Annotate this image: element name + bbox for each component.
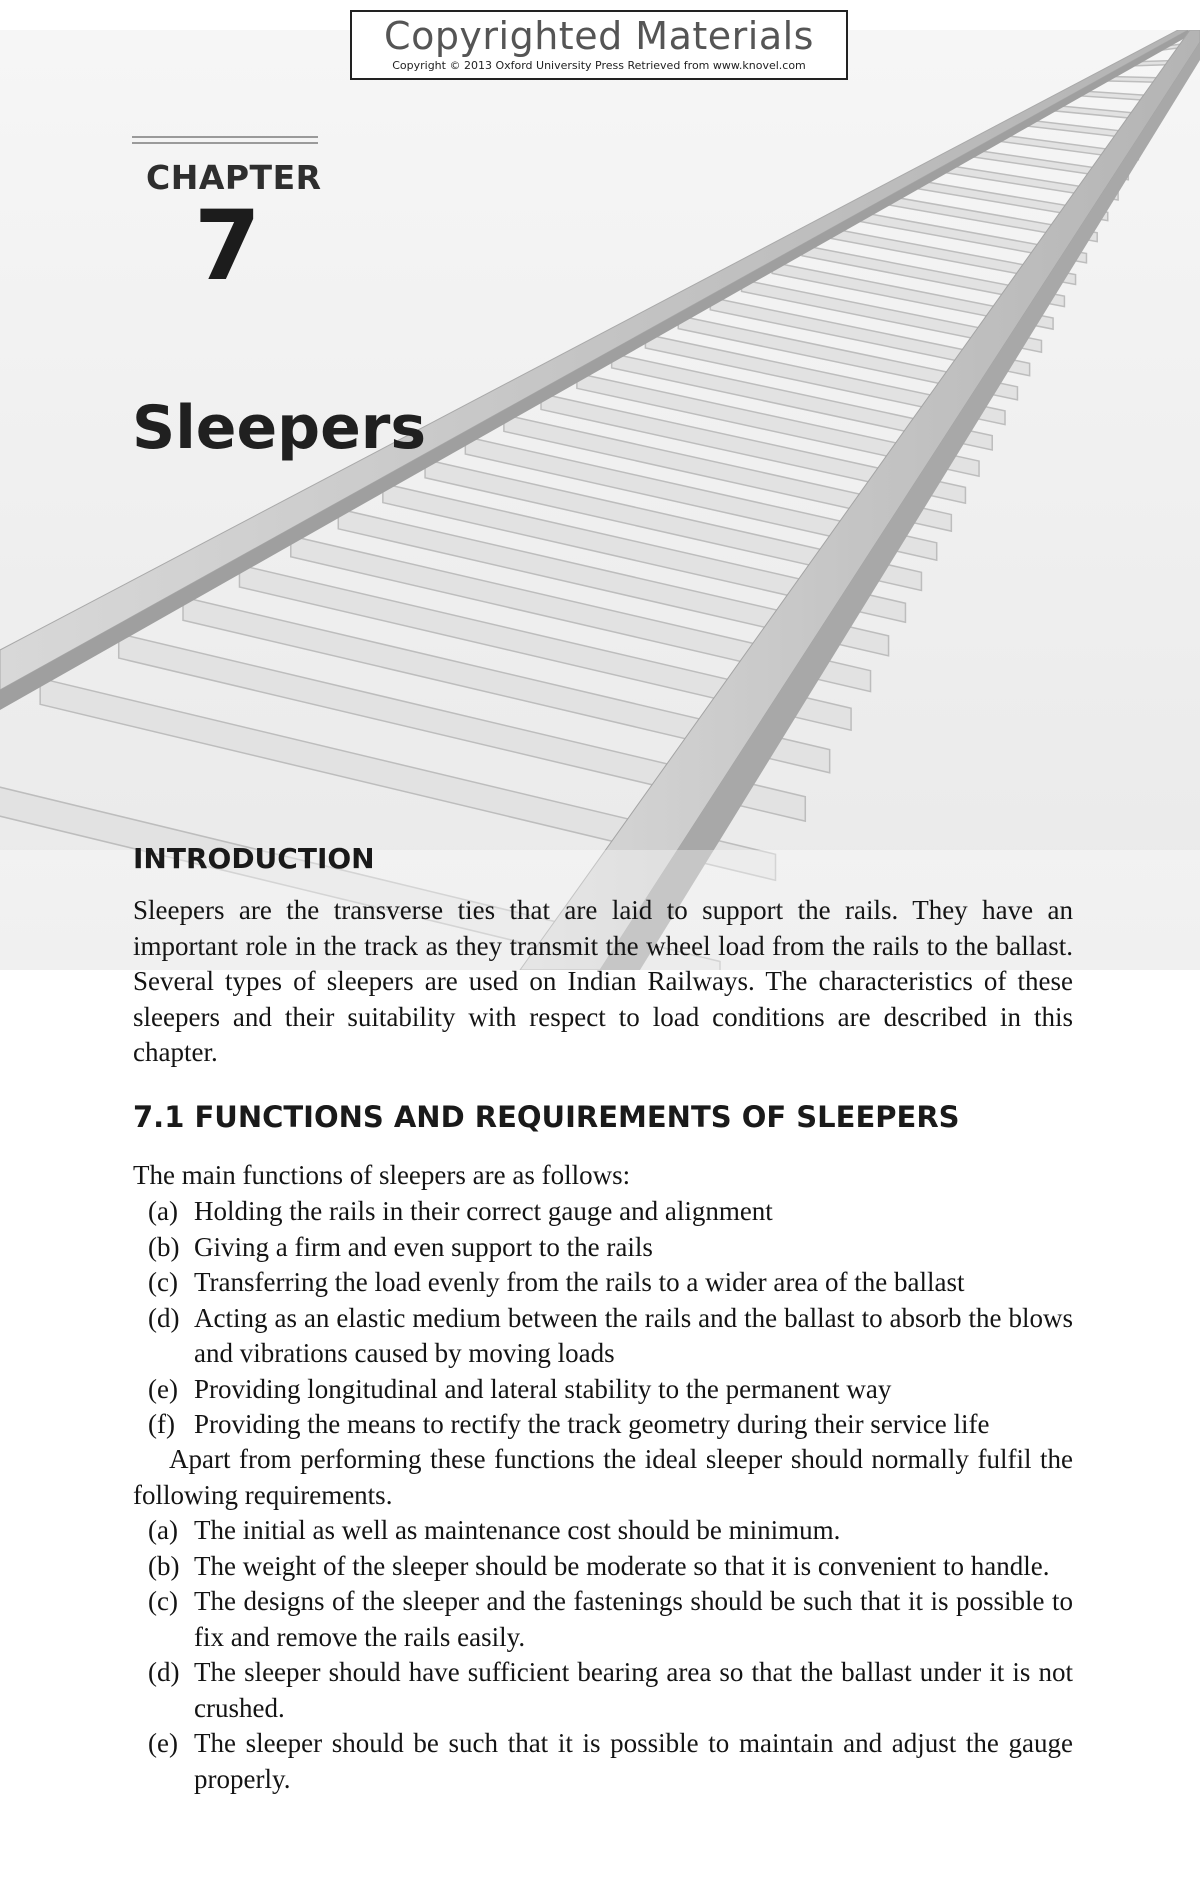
list-item — [148, 1584, 1073, 1655]
introduction-paragraph: Sleepers are the transverse ties that are laid to support the rails. They have an important role in the track as they transmit the wheel load from the rails to the ballast. Several types of sleepers are used on Indian Railways. The characteristics of these sleepers and their suitability with respect to load conditions are described in this chapter. — [133, 895, 1073, 1067]
list-marker: (e) — [148, 1373, 178, 1404]
list-item-text: Providing the means to rectify the track geometry during their service life — [194, 1409, 990, 1439]
chapter-rule-top — [132, 136, 318, 138]
list-item — [148, 1230, 1073, 1266]
list-marker: (f) — [148, 1409, 175, 1439]
copyright-banner — [350, 10, 848, 80]
copyright-notice: Copyright © 2013 Oxford University Press Retrieved from www.knovel.com — [392, 59, 806, 72]
list-item-text: The sleeper should be such that it is possible to maintain and adjust the gauge properly. — [194, 1728, 1073, 1794]
list-marker: (d) — [148, 1657, 180, 1687]
chapter-number: 7 — [194, 190, 261, 302]
list-marker: (a) — [148, 1515, 178, 1545]
requirements-list — [148, 1513, 1073, 1797]
list-item-text: The designs of the sleeper and the fastenings should be such that it is possible to fix and remove the rails easily. — [194, 1586, 1073, 1652]
list-item-text: Providing longitudinal and lateral stability to the permanent way — [194, 1373, 892, 1404]
list-item-text: Holding the rails in their correct gauge and alignment — [194, 1196, 773, 1226]
list-item — [148, 1726, 1073, 1797]
list-marker: (a) — [148, 1196, 178, 1226]
list-item — [148, 1513, 1073, 1549]
list-item — [148, 1655, 1073, 1726]
list-item-text: Transferring the load evenly from the rails to a wider area of the ballast — [194, 1267, 965, 1297]
list-item — [148, 1265, 1073, 1301]
list-item-text: The sleeper should have sufficient bearing area so that the ballast under it is not crushed. — [194, 1657, 1073, 1723]
requirements-intro: Apart from performing these functions the ideal sleeper should normally fulfil the following requirements. — [133, 1444, 1073, 1510]
list-item-text: The weight of the sleeper should be moderate so that it is convenient to handle. — [194, 1550, 1050, 1581]
list-marker: (b) — [148, 1550, 180, 1581]
list-item-text: Acting as an elastic medium between the rails and the ballast to absorb the blows and vibrations caused by moving loads — [194, 1302, 1073, 1368]
list-item — [148, 1301, 1073, 1372]
chapter-title: Sleepers — [132, 393, 427, 463]
list-item — [148, 1549, 1073, 1585]
list-item-text: The initial as well as maintenance cost should be minimum. — [194, 1515, 841, 1545]
list-marker: (c) — [148, 1586, 178, 1616]
list-item — [148, 1372, 1073, 1408]
section-heading: 7.1 FUNCTIONS AND REQUIREMENTS OF SLEEPERS — [133, 1100, 960, 1134]
list-marker: (d) — [148, 1302, 180, 1333]
copyright-title: Copyrighted Materials — [384, 14, 814, 58]
list-marker: (e) — [148, 1728, 178, 1758]
list-item-text: Giving a firm and even support to the rails — [194, 1231, 653, 1262]
introduction-heading: INTRODUCTION — [133, 842, 375, 875]
chapter-rule-bottom — [132, 142, 318, 144]
list-item — [148, 1407, 1073, 1443]
list-item — [148, 1194, 1073, 1230]
list-marker: (c) — [148, 1267, 178, 1297]
chapter-label: CHAPTER — [146, 158, 322, 197]
list-marker: (b) — [148, 1231, 180, 1262]
functions-intro: The main functions of sleepers are as follows: — [133, 1160, 631, 1190]
functions-list — [148, 1194, 1073, 1443]
